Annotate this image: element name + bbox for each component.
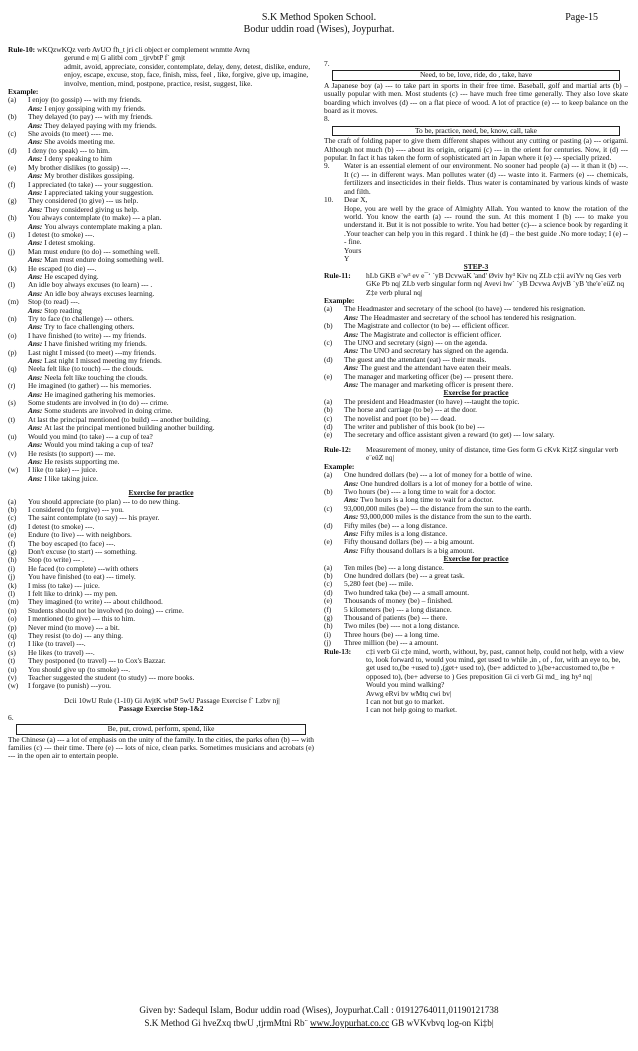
passage-8-label: 8. — [324, 114, 330, 124]
answer-key: Ans: — [344, 528, 361, 538]
rule-13-text: c‡i verb Gi c‡e mind, worth, without, by, past, cannot help, could not help, with a view to, look forward to, would you mind, get used to while ,in , of , for, with an eye to, be, get used to,(be +used to) ,(get+ used to), (be+ addicted to ),(be+accustomed to,(be + opposed to), (be+ adverse to ) Ges preposition Gi ci verb Gi md_ ing hy³ nq| — [366, 646, 624, 681]
example-label: (a) — [324, 304, 333, 314]
step-3-title: STEP-3 — [463, 262, 489, 272]
answer-text: My brother dislikes gossiping. — [44, 171, 135, 181]
exercise-label: (c) — [324, 413, 333, 423]
footer-line-2-post: GB wVKvbvq log-on Ki‡b| — [391, 1018, 494, 1028]
rule-10-exercise — [8, 498, 314, 691]
rule-10-examples — [8, 96, 314, 483]
exercise-label: (a) — [324, 396, 333, 406]
exercise-label: (i) — [8, 563, 15, 573]
example-question: Fifty thousand dollars (be) --- a big amount. — [344, 537, 475, 547]
example-label: (s) — [8, 398, 16, 408]
example-question: 93,000,000 miles (be) --- the distance from the sun to the earth. — [344, 503, 532, 513]
answer-key: Ans: — [28, 440, 45, 450]
exercise-label: (g) — [324, 613, 333, 622]
example-label: (w) — [8, 465, 19, 475]
rule-10-verb-list: admit, avoid, appreciate, consider, contemplate, delay, deny, detest, dislike, endure, enjoy, escape, excuse, stop, face, finish, miss, feel , like, forgive, give up, imagine, involve, mention, mind, postpone, practice, resist, suggest, like. — [64, 61, 311, 88]
exercise-text: I forgave (to punish) ---you. — [28, 681, 111, 691]
example-question: The Magistrate and collector (to be) --- efficient officer. — [344, 321, 509, 331]
exercise-label: (e) — [324, 430, 333, 440]
answer-key: Ans: — [28, 372, 45, 382]
example-question: Man must endure (to do) --- something well. — [28, 246, 160, 256]
example-label: (c) — [324, 503, 333, 513]
example-question: She avoids (to meet) ---- me. — [28, 129, 114, 139]
answer-text: Fifty thousand dollars is a big amount. — [360, 545, 475, 555]
exercise-text: I mentioned (to give) --- this to him. — [28, 614, 136, 624]
passage-9-label: 9. — [324, 161, 330, 171]
answer-key: Ans: — [28, 137, 45, 147]
passage-10-label: 10. — [324, 195, 334, 205]
example-question: Stop (to read) ---. — [28, 297, 80, 307]
exercise-label: (r) — [8, 639, 16, 649]
answer-key: Ans: — [28, 305, 45, 315]
exercise-label: (d) — [8, 521, 17, 531]
example-question: The Headmaster and secretary of the school (to have) --- tendered his resignation. — [344, 304, 586, 314]
exercise-label: (b) — [324, 405, 333, 415]
footer-line-2-pre: S.K Method Gi hveZxq tbwU ,tjrmMtni Rb¨ — [144, 1018, 308, 1028]
exercise-label: (t) — [8, 656, 15, 666]
exercise-label: (d) — [324, 422, 333, 432]
example-label: (e) — [324, 371, 333, 381]
exercise-title: Exercise for practice — [128, 488, 194, 498]
exercise-text: He likes (to travel) ---. — [28, 647, 95, 657]
exercise-text: They resist (to do) --- any thing. — [28, 631, 124, 641]
exercise-label: (o) — [8, 614, 17, 624]
rule-13-question: Would you mind walking? — [366, 680, 445, 690]
example-label: (t) — [8, 414, 15, 424]
passage-7-word-box: Need, to be, love, ride, do , take, have — [332, 70, 620, 80]
exercise-label: (d) — [324, 587, 333, 597]
exercise-label: (f) — [324, 604, 332, 614]
example-question: They considered (to give) --- us help. — [28, 196, 139, 206]
exercise-text: I considered (to forgive) --- you. — [28, 504, 124, 514]
answer-text: Try to face challenging others. — [44, 322, 135, 332]
exercise-text: Never mind (to move) --- a bit. — [28, 622, 120, 632]
exercise-label: (n) — [8, 605, 17, 615]
answer-key: Ans: — [344, 495, 361, 505]
example-label: (j) — [8, 246, 15, 256]
example-label: (b) — [324, 321, 333, 331]
example-question: He imagined (to gather) --- his memories. — [28, 381, 152, 391]
exercise-text: The secretary and office assistant given a reward (to get) --- low salary. — [344, 430, 555, 440]
example-label: Example: — [8, 87, 39, 97]
rule-10-bangla-b: gerund e m| G alitbi com _tjrvbtP f` gmjt — [64, 53, 186, 63]
answer-key: Ans: — [344, 380, 361, 390]
example-question: The manager and marketing officer (be) --- present there. — [344, 371, 514, 381]
exercise-text: He faced (to complete) ---with others — [28, 563, 139, 573]
page-number: Page-15 — [565, 12, 598, 23]
answer-text: I detest smoking. — [44, 238, 95, 248]
exercise-label: (i) — [324, 629, 331, 639]
rule-13-bangla: Avwg eRvi bv wMtq cwi bv| — [366, 688, 452, 698]
answer-key: Ans: — [28, 103, 45, 113]
exercise-text: They postponed (to travel) --- to Cox's Bazzar. — [28, 656, 166, 666]
example-label: (d) — [324, 354, 333, 364]
example-label: (d) — [8, 145, 17, 155]
example-label: (d) — [324, 520, 333, 530]
answer-key: Ans: — [28, 406, 45, 416]
example-question: Some students are involved in (to do) --- crime. — [28, 398, 169, 408]
answer-text: I appreciated taking your suggestion. — [44, 187, 154, 197]
answer-text: Man must endure doing something well. — [44, 255, 164, 265]
exercise-text: I detest (to smoke) ---. — [28, 521, 95, 531]
exercise-text: 5,280 feet (be) --- mile. — [344, 579, 414, 589]
passage-6-text: The Chinese (a) --- a lot of emphasis on the unity of the family. In the cities, the parks often (b) --- with families (c) --- their time. There (e) --- lots of nice, clean parks. Sometimes musicians and acrobats (e) --- in the open air to entertain people. — [8, 734, 314, 761]
rule-10-bangla-a: wKQzwKQz verb AvUO fh_t jri cli object er complement wnmtte Avnq — [36, 45, 250, 54]
exercise-label: (p) — [8, 622, 17, 632]
example-question: Try to face (to challenge) --- others. — [28, 314, 134, 323]
exercise-text: Thousand of patients (be) --- there. — [344, 613, 448, 622]
example-question: You always contemplate (to make) --- a plan. — [28, 213, 162, 223]
exercise-text: The president and Headmaster (to have) ---taught the topic. — [344, 396, 520, 406]
exercise-label: (w) — [8, 681, 19, 691]
answer-key: Ans: — [28, 171, 45, 181]
example-question: An idle boy always excuses (to learn) --- . — [28, 280, 153, 290]
exercise-text: You should appreciate (to plan) --- to do new thing. — [28, 496, 180, 506]
example-question: One hundred dollars (be) --- a lot of money for a bottle of wine. — [344, 470, 533, 480]
answer-text: He escaped dying. — [44, 271, 99, 281]
answer-text: The Magistrate and collector is efficient officer. — [360, 329, 502, 339]
right-column — [324, 60, 628, 715]
exercise-text: Three million (be) --- a amount. — [344, 638, 439, 648]
answer-text: Some students are involved in doing crime. — [44, 406, 173, 416]
example-label: (f) — [8, 179, 16, 189]
passage-7-label: 7. — [324, 59, 330, 68]
answer-key: Ans: — [28, 204, 45, 214]
school-address: Bodur uddin road (Wises), Joypurhat. — [243, 24, 395, 35]
answer-key: Ans: — [344, 512, 361, 522]
exercise-text: Stop (to write) --- . — [28, 555, 85, 565]
exercise-text: Three hours (be) --- a long time. — [344, 629, 440, 639]
exercise-text: You should give up (to smoke) ---. — [28, 664, 131, 674]
exercise-label: (b) — [324, 570, 333, 580]
example-label: (e) — [8, 162, 17, 172]
example-label: (q) — [8, 364, 17, 374]
example-label: (k) — [8, 263, 17, 273]
exercise-label: (a) — [324, 562, 333, 572]
exercise-text: I miss (to take) --- juice. — [28, 580, 100, 590]
answer-text: Last night I missed meeting my friends. — [44, 356, 162, 366]
example-question: Neela felt like (to touch) --- the clouds. — [28, 364, 144, 374]
answer-key: Ans: — [28, 356, 45, 366]
school-title: S.K Method Spoken School. — [261, 12, 377, 23]
exercise-label: (k) — [8, 580, 17, 590]
exercise-item — [324, 431, 628, 439]
answer-text: The manager and marketing officer is present there. — [360, 380, 514, 390]
exercise-label: (b) — [8, 504, 17, 514]
exercise-text: They imagined (to write) --- about childhood. — [28, 597, 163, 607]
exercise-text: One hundred dollars (be) --- a great task. — [344, 570, 465, 580]
exercise-label: (a) — [8, 496, 17, 506]
example-label: (c) — [324, 338, 333, 347]
exercise-text: The novelist and poet (to be) --- dead. — [344, 413, 457, 423]
passage-6-word-box: Be, put, crowd, perform, spend, like — [16, 724, 306, 734]
answer-key: Ans: — [28, 120, 45, 130]
exercise-text: Students should not be involved (to doing) --- crime. — [28, 605, 184, 615]
answer-key: Ans: — [28, 389, 45, 399]
example-question: I deny (to speak) --- to him. — [28, 145, 110, 155]
exercise-label: (v) — [8, 673, 17, 683]
answer-text: Two hours is a long time to wait for a doctor. — [360, 495, 494, 505]
exercise-label: (h) — [324, 621, 333, 631]
example-question: Fifty miles (be) --- a long distance. — [344, 520, 448, 530]
exercise-label: (e) — [324, 596, 333, 606]
answer-key: Ans: — [28, 456, 45, 466]
answer-text: They delayed paying with my friends. — [44, 120, 157, 130]
example-question: Would you mind (to take) --- a cup of tea? — [28, 431, 153, 441]
answer-key: Ans: — [28, 187, 45, 197]
example-question: At last the principal mentioned (to build) --- another building. — [28, 414, 211, 424]
rule-13 — [324, 648, 628, 682]
passage-8-word-box: To be, practice, need, be, know, call, take — [332, 126, 620, 136]
answer-text: The UNO and secretary has signed on the agenda. — [360, 346, 509, 356]
exercise-text: 5 kilometers (be) --- a long distance. — [344, 604, 452, 614]
rule-11-exercise — [324, 398, 628, 440]
exercise-title-rule12: Exercise for practice — [443, 554, 509, 564]
example-question: Last night I missed (to meet) ---my friends. — [28, 347, 157, 357]
example-question: I detest (to smoke) ---. — [28, 229, 95, 239]
exercise-text: Teacher suggested the student (to study) --- more books. — [28, 673, 195, 683]
example-question: He resists (to support) --- me. — [28, 448, 116, 458]
exercise-label: (j) — [324, 638, 331, 648]
answer-key: Ans: — [28, 473, 45, 483]
exercise-text: You have finished (to eat) --- timely. — [28, 572, 136, 582]
answer-text: She avoids meeting me. — [44, 137, 115, 147]
exercise-item — [8, 682, 314, 690]
example-question: They delayed (to pay) --- with my friends. — [28, 112, 153, 122]
rule-11-head: Rule-11: — [324, 270, 351, 280]
example-label: (e) — [324, 537, 333, 547]
exercise-label: (g) — [8, 546, 17, 556]
exercise-text: Two miles (be) ---- not a long distance. — [344, 621, 460, 631]
exercise-label: (c) — [8, 513, 17, 523]
answer-key: Ans: — [28, 221, 45, 231]
page-footer — [0, 1004, 638, 1030]
example-answer — [8, 475, 314, 483]
answer-key: Ans: — [28, 288, 45, 298]
example-question: I appreciated (to take) --- your suggestion. — [28, 179, 153, 189]
answer-text: One hundred dollars is a lot of money for a bottle of wine. — [360, 478, 533, 488]
example-label: (i) — [8, 229, 15, 239]
footer-line-1: Given by: Sadequl Islam, Bodur uddin road (Wises), Joypurhat.Call : 01912764011,01190121738 — [139, 1005, 499, 1015]
example-question: I enjoy (to gossip) --- with my friends. — [28, 95, 142, 105]
exercise-text: Thousands of money (be) – finished. — [344, 596, 453, 606]
exercise-label: (l) — [8, 589, 15, 598]
exercise-label: (u) — [8, 664, 17, 674]
example-label: (o) — [8, 330, 17, 340]
answer-text: The guest and the attendant have eaten their meals. — [360, 363, 512, 373]
left-column — [8, 46, 314, 761]
example-question: The guest and the attendant (eat) --- their meals. — [344, 354, 487, 364]
answer-text: At last the principal mentioned building another building. — [44, 423, 215, 433]
exercise-label: (h) — [8, 555, 17, 565]
rule-13-head: Rule-13: — [324, 646, 352, 656]
answer-text: 93,000,000 miles is the distance from the sun to the earth. — [360, 512, 532, 522]
example-label: (h) — [8, 213, 17, 223]
answer-text: You always contemplate making a plan. — [44, 221, 163, 231]
passage-9-text: Water is an essential element of our environment. No sooner had people (a) --- it than it (b) ---. It (c) --- in different ways. Man pollutes water (d) --- waste into it. Farmers (e) --- chemicals, fertilizers and insecticides in their fields. Thus water is contaminated by various kinds of waste and filth. — [344, 161, 628, 196]
answer-text: Stop reading — [44, 305, 82, 315]
answer-text: I enjoy gossiping with my friends. — [44, 103, 146, 113]
example-label: (l) — [8, 280, 15, 290]
rule-13-line-2: I can not help going to market. — [366, 705, 457, 715]
rule-13-line-1: I can not but go to market. — [366, 697, 445, 707]
example-label: (a) — [8, 95, 17, 105]
answer-text: He resists supporting me. — [44, 456, 120, 466]
answer-key: Ans: — [28, 271, 45, 281]
example-label: (c) — [8, 129, 17, 139]
rule-12-examples — [324, 471, 628, 555]
answer-key: Ans: — [28, 154, 45, 164]
passage-8-text: The craft of folding paper to give them different shapes without any cutting or pasting (a) --- origami. Although not much (b) ---- about its origin, origami (c) --- in the orient for centuries. Now, it (d) --- popular. In fact it has taken the form of sophisticated art in Japan where it (e) --- specially prized. — [324, 136, 628, 163]
rule-10-head: Rule-10: — [8, 45, 36, 54]
example-label: (u) — [8, 431, 17, 441]
example-label: (a) — [324, 470, 333, 480]
example-question: Two hours (be) ---- a long time to wait for a doctor. — [344, 486, 496, 496]
answer-text: Would you mind taking a cup of tea? — [44, 440, 154, 450]
bangla-note: Dcii 10wU Rule (1-10) Gi AvjtK wbtP 5wU Passage Exercise f` Lzbv nj| — [64, 695, 280, 705]
answer-text: Neela felt like touching the clouds. — [44, 372, 148, 382]
exercise-text: The saint contemplate (to say) --- his prayer. — [28, 513, 160, 523]
example-label: (m) — [8, 297, 19, 307]
exercise-label: (j) — [8, 572, 15, 582]
exercise-text: The boy escaped (to face) ---. — [28, 538, 116, 548]
rule-12-exercise — [324, 564, 628, 648]
example-label: (r) — [8, 381, 16, 391]
passage-title: Passage Exercise Step-1&2 — [118, 704, 204, 714]
answer-key: Ans: — [344, 478, 361, 488]
exercise-text: I like (to travel) ---. — [28, 639, 86, 649]
passage-10-yours: Yours — [344, 245, 362, 255]
rule-11 — [324, 272, 628, 297]
exercise-label: (q) — [8, 631, 17, 641]
passage-6-label: 6. — [8, 712, 14, 722]
answer-key: Ans: — [28, 423, 45, 433]
rule-12-head: Rule-12: — [324, 444, 352, 454]
rule-11-text: hLb GKB e¨w³ ev e¯‘ `yB DcvwaK 'and' Øviv hy³ Kiv nq ZLb c‡ii aviYv nq Ges verb GKe Pb nq| ZLb verb singular form nq| Avevi hw` `yB Dcvwa AvjvB `yB 'the'e¨eüZ nq Z‡e verb plural nq| — [366, 270, 625, 297]
answer-text: An idle boy always excuses learning. — [44, 288, 155, 298]
answer-text: Fifty miles is a long distance. — [360, 528, 448, 538]
answer-key: Ans: — [344, 329, 361, 339]
website-link[interactable]: www.Joypurhat.co.cc — [309, 1018, 390, 1028]
answer-text: I deny speaking to him — [44, 154, 112, 164]
example-label: (v) — [8, 448, 17, 458]
answer-text: I like taking juice. — [44, 473, 99, 483]
exercise-label: (e) — [8, 530, 17, 540]
exercise-text: Endure (to live) --- with neighbors. — [28, 530, 132, 540]
answer-key: Ans: — [28, 322, 45, 332]
example-question: My brother dislikes (to gossip) ---. — [28, 162, 131, 172]
answer-key: Ans: — [344, 545, 361, 555]
example-label-rule12: Example: — [324, 461, 355, 471]
answer-key: Ans: — [28, 238, 45, 248]
example-label: (b) — [324, 486, 333, 496]
passage-10-signature: Y — [344, 253, 350, 263]
exercise-text: I felt like to drink) --- my pen. — [28, 589, 118, 598]
exercise-label: (s) — [8, 647, 16, 657]
exercise-title-right: Exercise for practice — [443, 388, 509, 398]
passage-9 — [324, 162, 628, 196]
exercise-label: (f) — [8, 538, 16, 548]
passage-10-body: Hope, you are well by the grace of Almighty Allah. You wanted to know the rotation of the world. You know the earth (a) --- round the sun. At this moment I (b) ---- to make you understand it. But it is not possible to write. You had better (c)--- a science book by regarding it .Your teacher can help you in this regard . I think he (d) – the best guide .No more today; I (e) --- fine. — [344, 203, 628, 247]
rule-11-examples — [324, 305, 628, 389]
example-question: The UNO and secretary (sign) --- on the agenda. — [344, 338, 488, 347]
example-label: (p) — [8, 347, 17, 357]
exercise-text: Two hundred taka (be) --- a small amount. — [344, 587, 470, 597]
rule-12-text: Measurement of money, unity of distance, time Ges form G cKvk Ki‡Z singular verb e¨eüZ nq| — [366, 444, 619, 463]
answer-text: I have finished writing my friends. — [44, 339, 147, 349]
answer-key: Ans: — [344, 312, 361, 322]
rule-12 — [324, 446, 628, 463]
exercise-label: (c) — [324, 579, 333, 589]
passage-7-text: A Japanese boy (a) --- to take part in sports in their free time. Baseball, golf and martial arts (b) – usually popular with men. Most students (c) --- have much free time generally. They also love skate boarding which involves (d) --- on a flat piece of wood. A lot of practice (e) --- to keep balance on the board as it moves. — [324, 80, 628, 116]
example-question: He escaped (to die) ---. — [28, 263, 97, 273]
answer-text: They considered giving us help. — [44, 204, 139, 214]
passage-10-greeting: Dear X, — [344, 195, 368, 205]
answer-key: Ans: — [28, 255, 45, 265]
example-label-right: Example: — [324, 295, 355, 305]
exercise-text: Don't excuse (to start) --- something. — [28, 546, 137, 556]
exercise-text: The horse and carriage (to be) --- at the door. — [344, 405, 477, 415]
example-question: I like (to take) --- juice. — [28, 465, 98, 475]
exercise-text: Ten miles (be) --- a long distance. — [344, 562, 444, 572]
answer-text: The Headmaster and secretary of the school has tendered his resignation. — [360, 312, 576, 322]
answer-key: Ans: — [28, 339, 45, 349]
footer-line-2 — [0, 1017, 638, 1030]
answer-key: Ans: — [344, 346, 361, 356]
page-header — [0, 12, 638, 36]
example-label: (b) — [8, 112, 17, 122]
example-label: (n) — [8, 314, 17, 323]
example-question: I have finished (to write) --- my friends. — [28, 330, 147, 340]
exercise-text: The writer and publisher of this book (to be) --- — [344, 422, 485, 432]
answer-text: He imagined gathering his memories. — [44, 389, 156, 399]
exercise-label: (m) — [8, 597, 19, 607]
answer-key: Ans: — [344, 363, 361, 373]
example-label: (g) — [8, 196, 17, 206]
